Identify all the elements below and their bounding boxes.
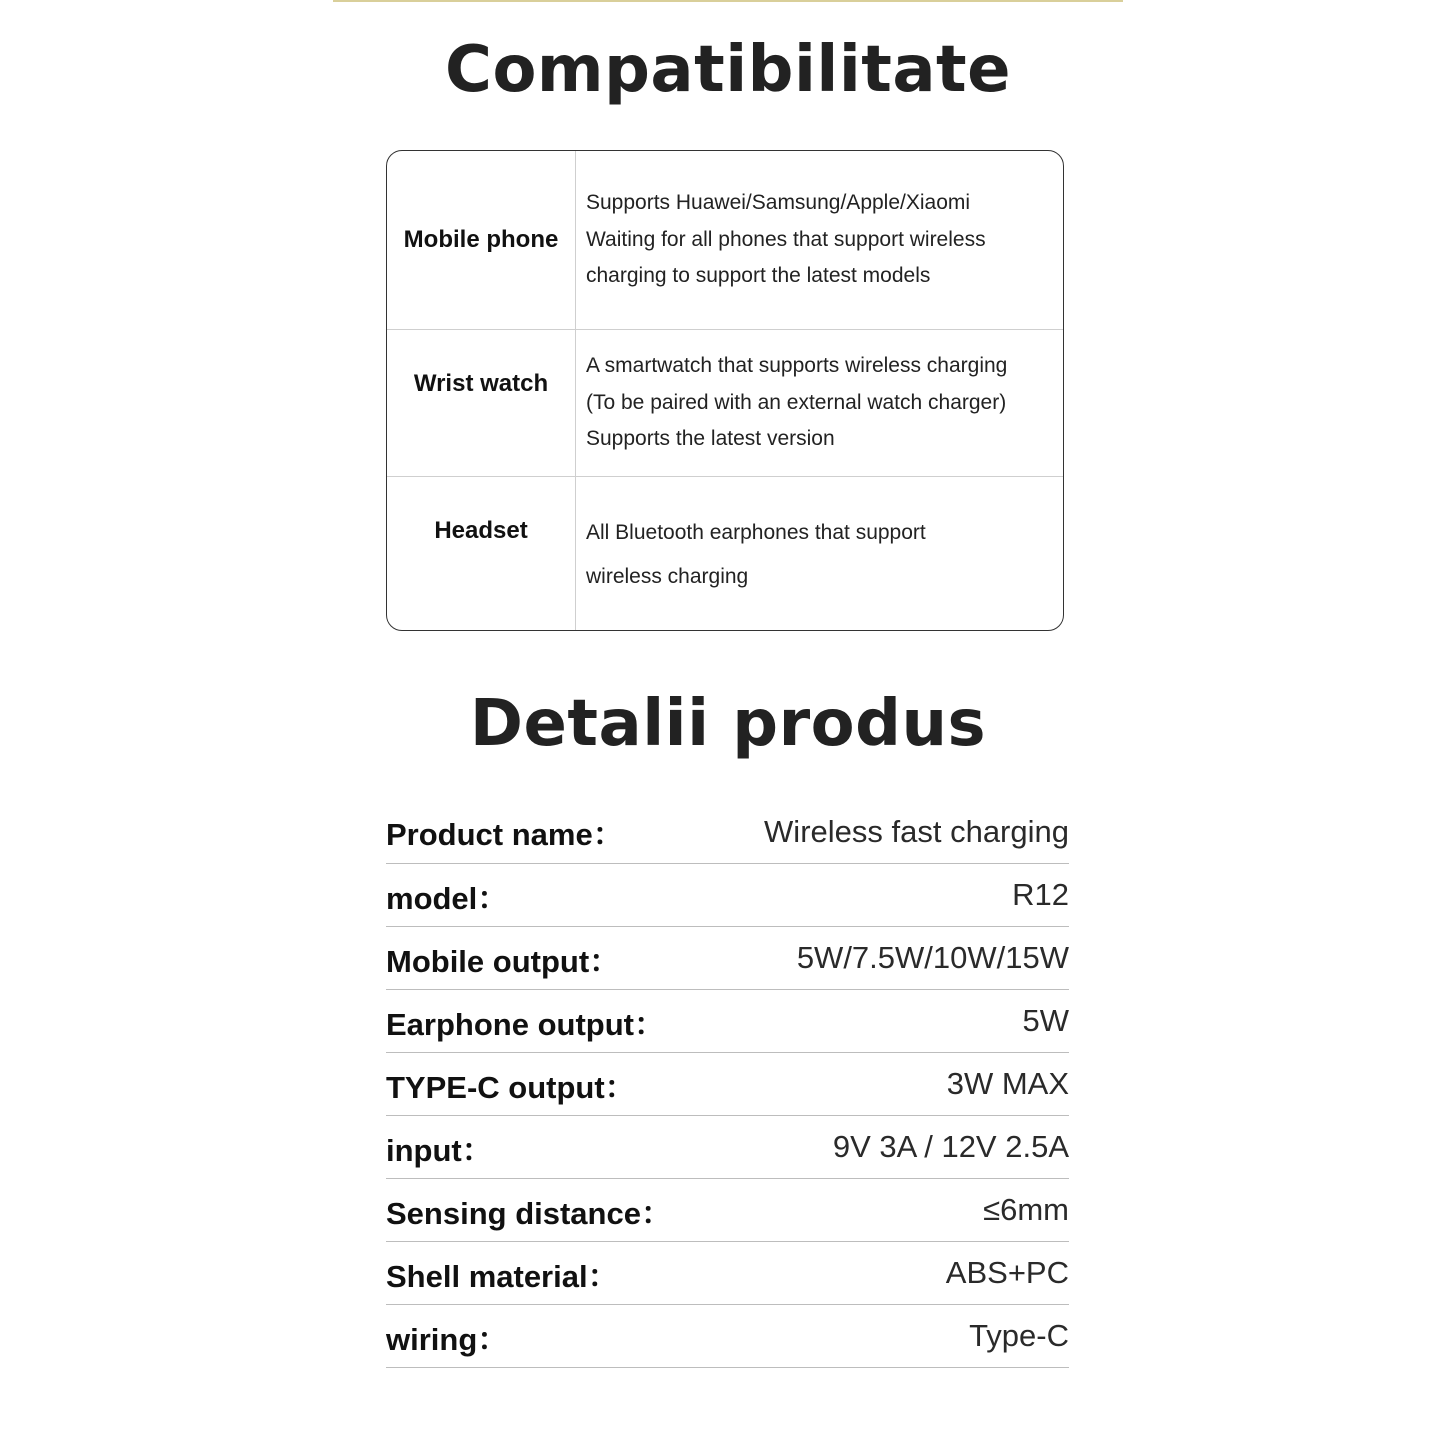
spec-value: 5W bbox=[1022, 1003, 1069, 1038]
spec-label: TYPE-C output： bbox=[386, 1069, 636, 1105]
spec-row-mobile-output bbox=[386, 927, 1069, 990]
spec-value: Type-C bbox=[969, 1318, 1069, 1353]
spec-label: Mobile output： bbox=[386, 943, 621, 979]
spec-value: R12 bbox=[1012, 877, 1069, 912]
spec-value: ABS+PC bbox=[945, 1255, 1069, 1290]
spec-label: Earphone output： bbox=[386, 1006, 665, 1042]
spec-row-sensing-distance bbox=[386, 1179, 1069, 1242]
spec-label: Shell material： bbox=[386, 1258, 619, 1294]
compat-label-wrist-watch: Wrist watch bbox=[387, 330, 576, 476]
compat-desc-wrist-watch bbox=[576, 330, 1063, 476]
spec-row-wiring bbox=[386, 1305, 1069, 1368]
compat-desc-line: Supports the latest version bbox=[586, 427, 835, 451]
spec-row-type-c-output bbox=[386, 1053, 1069, 1116]
spec-value: 9V 3A / 12V 2.5A bbox=[832, 1129, 1069, 1164]
compat-desc-line: charging to support the latest models bbox=[586, 264, 931, 288]
compat-row-headset bbox=[387, 476, 1063, 631]
product-spec-list bbox=[386, 800, 1069, 1368]
compat-desc-line: All Bluetooth earphones that support bbox=[586, 521, 926, 544]
spec-row-shell-material bbox=[386, 1242, 1069, 1305]
compat-desc-line: Supports Huawei/Samsung/Apple/Xiaomi bbox=[586, 191, 971, 215]
spec-value: 3W MAX bbox=[946, 1066, 1069, 1101]
spec-label: model： bbox=[386, 880, 509, 916]
compat-desc-line: (To be paired with an external watch charger) bbox=[586, 390, 1007, 414]
top-accent-rule bbox=[333, 0, 1123, 2]
spec-label: Sensing distance： bbox=[386, 1195, 672, 1231]
product-details-title: Detalii produs bbox=[469, 687, 987, 761]
compat-row-mobile-phone bbox=[387, 151, 1063, 329]
compat-label-mobile-phone: Mobile phone bbox=[387, 151, 576, 329]
compatibility-title: Compatibilitate bbox=[444, 33, 1012, 107]
compat-desc-mobile-phone bbox=[576, 151, 1063, 329]
spec-value: ≤6mm bbox=[983, 1192, 1069, 1227]
spec-value: 5W/7.5W/10W/15W bbox=[796, 940, 1069, 975]
compat-desc-line: Waiting for all phones that support wireless bbox=[586, 227, 986, 251]
spec-label: wiring： bbox=[386, 1321, 509, 1357]
spec-row-product-name bbox=[386, 800, 1069, 864]
compat-desc-line: A smartwatch that supports wireless charging bbox=[586, 354, 1008, 378]
compatibility-table bbox=[386, 150, 1064, 631]
spec-value: Wireless fast charging bbox=[764, 813, 1069, 849]
compat-desc-line: wireless charging bbox=[586, 565, 749, 588]
spec-label: input： bbox=[386, 1132, 493, 1168]
spec-row-input bbox=[386, 1116, 1069, 1179]
compat-label-headset: Headset bbox=[387, 477, 576, 631]
compat-desc-headset bbox=[576, 477, 1063, 631]
spec-label: Product name： bbox=[386, 817, 624, 852]
spec-row-earphone-output bbox=[386, 990, 1069, 1053]
spec-row-model bbox=[386, 864, 1069, 927]
compat-row-wrist-watch bbox=[387, 329, 1063, 476]
